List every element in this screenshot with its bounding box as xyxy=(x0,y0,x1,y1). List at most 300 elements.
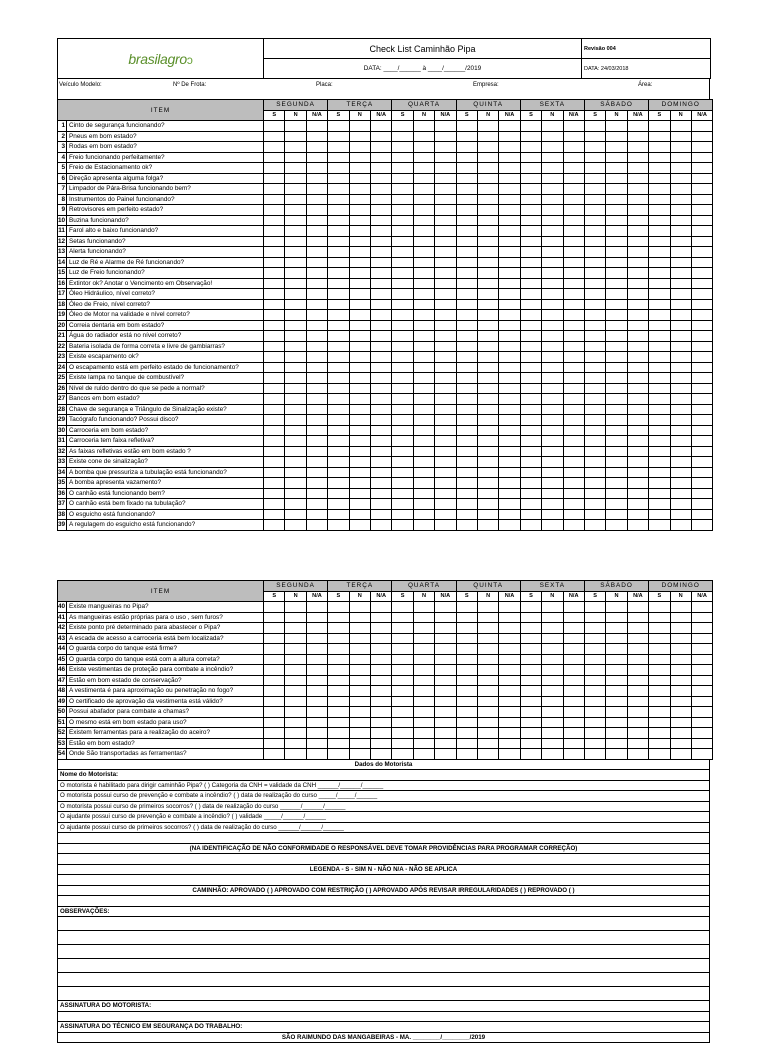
answer-cell[interactable] xyxy=(349,612,370,623)
answer-cell[interactable] xyxy=(606,488,627,499)
answer-cell[interactable] xyxy=(370,612,391,623)
answer-cell[interactable] xyxy=(691,612,712,623)
answer-cell[interactable] xyxy=(285,226,306,237)
answer-cell[interactable] xyxy=(606,173,627,184)
answer-cell[interactable] xyxy=(370,665,391,676)
answer-cell[interactable] xyxy=(649,499,670,510)
answer-cell[interactable] xyxy=(456,686,477,697)
answer-cell[interactable] xyxy=(563,121,584,132)
answer-cell[interactable] xyxy=(477,331,498,342)
answer-cell[interactable] xyxy=(370,299,391,310)
answer-cell[interactable] xyxy=(691,205,712,216)
answer-cell[interactable] xyxy=(520,633,541,644)
answer-cell[interactable] xyxy=(670,331,691,342)
answer-cell[interactable] xyxy=(435,289,456,300)
answer-cell[interactable] xyxy=(413,654,434,665)
answer-cell[interactable] xyxy=(349,352,370,363)
answer-cell[interactable] xyxy=(520,665,541,676)
answer-cell[interactable] xyxy=(477,738,498,749)
answer-cell[interactable] xyxy=(691,644,712,655)
answer-cell[interactable] xyxy=(670,362,691,373)
answer-cell[interactable] xyxy=(392,654,413,665)
answer-cell[interactable] xyxy=(606,749,627,760)
answer-cell[interactable] xyxy=(477,184,498,195)
answer-cell[interactable] xyxy=(413,383,434,394)
answer-cell[interactable] xyxy=(520,457,541,468)
answer-cell[interactable] xyxy=(649,728,670,739)
answer-cell[interactable] xyxy=(563,415,584,426)
answer-cell[interactable] xyxy=(627,509,648,520)
answer-cell[interactable] xyxy=(627,205,648,216)
answer-cell[interactable] xyxy=(499,488,520,499)
answer-cell[interactable] xyxy=(370,131,391,142)
answer-cell[interactable] xyxy=(584,717,605,728)
answer-cell[interactable] xyxy=(456,457,477,468)
answer-cell[interactable] xyxy=(328,612,349,623)
answer-cell[interactable] xyxy=(563,707,584,718)
answer-cell[interactable] xyxy=(649,205,670,216)
answer-cell[interactable] xyxy=(328,331,349,342)
answer-cell[interactable] xyxy=(349,696,370,707)
answer-cell[interactable] xyxy=(370,728,391,739)
answer-cell[interactable] xyxy=(627,331,648,342)
answer-cell[interactable] xyxy=(328,707,349,718)
answer-cell[interactable] xyxy=(456,289,477,300)
answer-cell[interactable] xyxy=(285,268,306,279)
answer-cell[interactable] xyxy=(520,509,541,520)
answer-cell[interactable] xyxy=(606,121,627,132)
answer-cell[interactable] xyxy=(606,341,627,352)
answer-cell[interactable] xyxy=(306,215,327,226)
answer-cell[interactable] xyxy=(264,467,285,478)
answer-cell[interactable] xyxy=(691,707,712,718)
answer-cell[interactable] xyxy=(627,436,648,447)
answer-cell[interactable] xyxy=(499,520,520,531)
answer-cell[interactable] xyxy=(264,520,285,531)
answer-cell[interactable] xyxy=(370,425,391,436)
answer-cell[interactable] xyxy=(542,707,563,718)
answer-cell[interactable] xyxy=(285,488,306,499)
answer-cell[interactable] xyxy=(413,257,434,268)
answer-cell[interactable] xyxy=(477,707,498,718)
answer-cell[interactable] xyxy=(328,654,349,665)
answer-cell[interactable] xyxy=(456,341,477,352)
answer-cell[interactable] xyxy=(306,184,327,195)
answer-cell[interactable] xyxy=(435,163,456,174)
answer-cell[interactable] xyxy=(627,121,648,132)
answer-cell[interactable] xyxy=(413,509,434,520)
answer-cell[interactable] xyxy=(328,205,349,216)
answer-cell[interactable] xyxy=(691,509,712,520)
driver-fire-course-question[interactable]: O motorista possui curso de prevenção e combate a incêndio? ( ) data de realização do curso _____/_____/______ xyxy=(57,791,710,802)
answer-cell[interactable] xyxy=(627,236,648,247)
answer-cell[interactable] xyxy=(691,467,712,478)
answer-cell[interactable] xyxy=(456,362,477,373)
answer-cell[interactable] xyxy=(606,654,627,665)
answer-cell[interactable] xyxy=(328,509,349,520)
answer-cell[interactable] xyxy=(627,446,648,457)
answer-cell[interactable] xyxy=(370,373,391,384)
answer-cell[interactable] xyxy=(584,633,605,644)
answer-cell[interactable] xyxy=(627,299,648,310)
answer-cell[interactable] xyxy=(456,352,477,363)
answer-cell[interactable] xyxy=(306,509,327,520)
answer-cell[interactable] xyxy=(584,320,605,331)
answer-cell[interactable] xyxy=(477,173,498,184)
answer-cell[interactable] xyxy=(691,654,712,665)
answer-cell[interactable] xyxy=(520,236,541,247)
answer-cell[interactable] xyxy=(413,236,434,247)
answer-cell[interactable] xyxy=(606,457,627,468)
answer-cell[interactable] xyxy=(627,717,648,728)
answer-cell[interactable] xyxy=(477,488,498,499)
truck-approval-status[interactable]: CAMINHÃO: APROVADO ( ) APROVADO COM RESTRIÇÃO ( ) APROVADO APÓS REVISAR IRREGULARIDADES ( ) REPROVADO ( ) xyxy=(57,886,710,897)
answer-cell[interactable] xyxy=(349,457,370,468)
answer-cell[interactable] xyxy=(542,331,563,342)
answer-cell[interactable] xyxy=(477,205,498,216)
answer-cell[interactable] xyxy=(670,509,691,520)
answer-cell[interactable] xyxy=(499,696,520,707)
answer-cell[interactable] xyxy=(563,488,584,499)
answer-cell[interactable] xyxy=(606,436,627,447)
answer-cell[interactable] xyxy=(499,236,520,247)
answer-cell[interactable] xyxy=(456,696,477,707)
answer-cell[interactable] xyxy=(328,633,349,644)
answer-cell[interactable] xyxy=(349,654,370,665)
answer-cell[interactable] xyxy=(520,247,541,258)
answer-cell[interactable] xyxy=(606,602,627,613)
answer-cell[interactable] xyxy=(285,665,306,676)
answer-cell[interactable] xyxy=(542,247,563,258)
answer-cell[interactable] xyxy=(584,467,605,478)
answer-cell[interactable] xyxy=(670,173,691,184)
answer-cell[interactable] xyxy=(542,446,563,457)
answer-cell[interactable] xyxy=(627,257,648,268)
answer-cell[interactable] xyxy=(606,163,627,174)
answer-cell[interactable] xyxy=(520,152,541,163)
answer-cell[interactable] xyxy=(606,383,627,394)
answer-cell[interactable] xyxy=(456,612,477,623)
helper-first-aid-question[interactable]: O ajudante possui curso de primeiros socorros? ( ) data de realização do curso ______/______/______ xyxy=(57,823,710,834)
answer-cell[interactable] xyxy=(670,142,691,153)
answer-cell[interactable] xyxy=(477,654,498,665)
answer-cell[interactable] xyxy=(392,509,413,520)
answer-cell[interactable] xyxy=(542,257,563,268)
answer-cell[interactable] xyxy=(413,226,434,237)
answer-cell[interactable] xyxy=(349,226,370,237)
answer-cell[interactable] xyxy=(328,686,349,697)
answer-cell[interactable] xyxy=(670,121,691,132)
answer-cell[interactable] xyxy=(584,215,605,226)
answer-cell[interactable] xyxy=(370,142,391,153)
answer-cell[interactable] xyxy=(413,499,434,510)
answer-cell[interactable] xyxy=(285,163,306,174)
answer-cell[interactable] xyxy=(435,194,456,205)
answer-cell[interactable] xyxy=(328,341,349,352)
answer-cell[interactable] xyxy=(413,478,434,489)
answer-cell[interactable] xyxy=(392,142,413,153)
answer-cell[interactable] xyxy=(499,633,520,644)
answer-cell[interactable] xyxy=(264,142,285,153)
answer-cell[interactable] xyxy=(606,394,627,405)
answer-cell[interactable] xyxy=(499,383,520,394)
answer-cell[interactable] xyxy=(563,205,584,216)
answer-cell[interactable] xyxy=(285,728,306,739)
answer-cell[interactable] xyxy=(392,226,413,237)
answer-cell[interactable] xyxy=(477,373,498,384)
answer-cell[interactable] xyxy=(649,436,670,447)
answer-cell[interactable] xyxy=(627,247,648,258)
answer-cell[interactable] xyxy=(370,675,391,686)
answer-cell[interactable] xyxy=(499,436,520,447)
answer-cell[interactable] xyxy=(499,612,520,623)
answer-cell[interactable] xyxy=(349,215,370,226)
answer-cell[interactable] xyxy=(392,425,413,436)
answer-cell[interactable] xyxy=(456,520,477,531)
answer-cell[interactable] xyxy=(456,415,477,426)
answer-cell[interactable] xyxy=(584,654,605,665)
answer-cell[interactable] xyxy=(392,696,413,707)
answer-cell[interactable] xyxy=(306,152,327,163)
answer-cell[interactable] xyxy=(370,278,391,289)
answer-cell[interactable] xyxy=(649,352,670,363)
answer-cell[interactable] xyxy=(456,320,477,331)
answer-cell[interactable] xyxy=(306,236,327,247)
answer-cell[interactable] xyxy=(370,633,391,644)
answer-cell[interactable] xyxy=(627,623,648,634)
answer-cell[interactable] xyxy=(477,728,498,739)
answer-cell[interactable] xyxy=(606,467,627,478)
answer-cell[interactable] xyxy=(563,131,584,142)
answer-cell[interactable] xyxy=(691,728,712,739)
answer-cell[interactable] xyxy=(520,341,541,352)
answer-cell[interactable] xyxy=(606,696,627,707)
answer-cell[interactable] xyxy=(370,436,391,447)
answer-cell[interactable] xyxy=(670,738,691,749)
answer-cell[interactable] xyxy=(670,686,691,697)
answer-cell[interactable] xyxy=(649,665,670,676)
answer-cell[interactable] xyxy=(670,194,691,205)
answer-cell[interactable] xyxy=(542,728,563,739)
answer-cell[interactable] xyxy=(392,257,413,268)
answer-cell[interactable] xyxy=(392,478,413,489)
answer-cell[interactable] xyxy=(370,404,391,415)
answer-cell[interactable] xyxy=(584,488,605,499)
answer-cell[interactable] xyxy=(606,278,627,289)
answer-cell[interactable] xyxy=(649,488,670,499)
answer-cell[interactable] xyxy=(477,215,498,226)
answer-cell[interactable] xyxy=(606,425,627,436)
answer-cell[interactable] xyxy=(499,184,520,195)
answer-cell[interactable] xyxy=(542,425,563,436)
answer-cell[interactable] xyxy=(285,236,306,247)
answer-cell[interactable] xyxy=(328,152,349,163)
answer-cell[interactable] xyxy=(477,299,498,310)
answer-cell[interactable] xyxy=(499,509,520,520)
answer-cell[interactable] xyxy=(670,236,691,247)
answer-cell[interactable] xyxy=(670,478,691,489)
answer-cell[interactable] xyxy=(413,173,434,184)
answer-cell[interactable] xyxy=(649,163,670,174)
answer-cell[interactable] xyxy=(328,142,349,153)
answer-cell[interactable] xyxy=(627,457,648,468)
answer-cell[interactable] xyxy=(349,268,370,279)
answer-cell[interactable] xyxy=(606,738,627,749)
answer-cell[interactable] xyxy=(392,749,413,760)
answer-cell[interactable] xyxy=(649,644,670,655)
answer-cell[interactable] xyxy=(306,738,327,749)
answer-cell[interactable] xyxy=(456,488,477,499)
answer-cell[interactable] xyxy=(477,320,498,331)
answer-cell[interactable] xyxy=(691,457,712,468)
answer-cell[interactable] xyxy=(456,633,477,644)
answer-cell[interactable] xyxy=(456,499,477,510)
answer-cell[interactable] xyxy=(563,268,584,279)
answer-cell[interactable] xyxy=(542,602,563,613)
answer-cell[interactable] xyxy=(499,362,520,373)
answer-cell[interactable] xyxy=(627,415,648,426)
answer-cell[interactable] xyxy=(413,331,434,342)
answer-cell[interactable] xyxy=(264,478,285,489)
answer-cell[interactable] xyxy=(584,404,605,415)
answer-cell[interactable] xyxy=(606,352,627,363)
answer-cell[interactable] xyxy=(435,373,456,384)
answer-cell[interactable] xyxy=(285,247,306,258)
answer-cell[interactable] xyxy=(670,268,691,279)
answer-cell[interactable] xyxy=(499,331,520,342)
answer-cell[interactable] xyxy=(584,331,605,342)
answer-cell[interactable] xyxy=(670,163,691,174)
answer-cell[interactable] xyxy=(499,163,520,174)
answer-cell[interactable] xyxy=(264,394,285,405)
answer-cell[interactable] xyxy=(477,457,498,468)
answer-cell[interactable] xyxy=(563,226,584,237)
answer-cell[interactable] xyxy=(563,310,584,321)
answer-cell[interactable] xyxy=(584,415,605,426)
answer-cell[interactable] xyxy=(520,728,541,739)
answer-cell[interactable] xyxy=(627,728,648,739)
answer-cell[interactable] xyxy=(627,696,648,707)
answer-cell[interactable] xyxy=(370,289,391,300)
answer-cell[interactable] xyxy=(584,121,605,132)
answer-cell[interactable] xyxy=(691,415,712,426)
answer-cell[interactable] xyxy=(649,173,670,184)
answer-cell[interactable] xyxy=(477,142,498,153)
answer-cell[interactable] xyxy=(306,394,327,405)
answer-cell[interactable] xyxy=(349,131,370,142)
answer-cell[interactable] xyxy=(649,675,670,686)
answer-cell[interactable] xyxy=(264,665,285,676)
answer-cell[interactable] xyxy=(306,520,327,531)
answer-cell[interactable] xyxy=(306,499,327,510)
answer-cell[interactable] xyxy=(349,446,370,457)
answer-cell[interactable] xyxy=(456,163,477,174)
answer-cell[interactable] xyxy=(649,633,670,644)
answer-cell[interactable] xyxy=(264,717,285,728)
answer-cell[interactable] xyxy=(306,362,327,373)
answer-cell[interactable] xyxy=(584,623,605,634)
answer-cell[interactable] xyxy=(584,299,605,310)
answer-cell[interactable] xyxy=(691,738,712,749)
answer-cell[interactable] xyxy=(649,404,670,415)
answer-cell[interactable] xyxy=(649,425,670,436)
answer-cell[interactable] xyxy=(264,352,285,363)
answer-cell[interactable] xyxy=(563,289,584,300)
answer-cell[interactable] xyxy=(477,499,498,510)
answer-cell[interactable] xyxy=(477,696,498,707)
answer-cell[interactable] xyxy=(563,142,584,153)
answer-cell[interactable] xyxy=(435,425,456,436)
answer-cell[interactable] xyxy=(306,623,327,634)
answer-cell[interactable] xyxy=(627,215,648,226)
answer-cell[interactable] xyxy=(691,686,712,697)
answer-cell[interactable] xyxy=(370,257,391,268)
answer-cell[interactable] xyxy=(606,686,627,697)
answer-cell[interactable] xyxy=(477,478,498,489)
answer-cell[interactable] xyxy=(435,362,456,373)
answer-cell[interactable] xyxy=(285,184,306,195)
answer-cell[interactable] xyxy=(627,394,648,405)
answer-cell[interactable] xyxy=(306,457,327,468)
answer-cell[interactable] xyxy=(413,131,434,142)
answer-cell[interactable] xyxy=(392,457,413,468)
answer-cell[interactable] xyxy=(499,415,520,426)
answer-cell[interactable] xyxy=(542,310,563,321)
answer-cell[interactable] xyxy=(542,131,563,142)
answer-cell[interactable] xyxy=(264,331,285,342)
answer-cell[interactable] xyxy=(370,520,391,531)
answer-cell[interactable] xyxy=(264,425,285,436)
plate-field[interactable]: Placa: xyxy=(316,82,333,88)
answer-cell[interactable] xyxy=(627,602,648,613)
observation-line[interactable] xyxy=(57,987,710,1001)
answer-cell[interactable] xyxy=(456,184,477,195)
answer-cell[interactable] xyxy=(349,415,370,426)
answer-cell[interactable] xyxy=(285,686,306,697)
answer-cell[interactable] xyxy=(563,478,584,489)
answer-cell[interactable] xyxy=(328,488,349,499)
answer-cell[interactable] xyxy=(563,738,584,749)
answer-cell[interactable] xyxy=(349,173,370,184)
answer-cell[interactable] xyxy=(435,665,456,676)
answer-cell[interactable] xyxy=(435,299,456,310)
answer-cell[interactable] xyxy=(627,738,648,749)
answer-cell[interactable] xyxy=(370,602,391,613)
answer-cell[interactable] xyxy=(328,404,349,415)
answer-cell[interactable] xyxy=(649,446,670,457)
answer-cell[interactable] xyxy=(328,215,349,226)
answer-cell[interactable] xyxy=(670,499,691,510)
answer-cell[interactable] xyxy=(691,520,712,531)
answer-cell[interactable] xyxy=(670,612,691,623)
answer-cell[interactable] xyxy=(456,173,477,184)
answer-cell[interactable] xyxy=(584,707,605,718)
answer-cell[interactable] xyxy=(691,362,712,373)
answer-cell[interactable] xyxy=(627,383,648,394)
answer-cell[interactable] xyxy=(349,425,370,436)
answer-cell[interactable] xyxy=(435,236,456,247)
answer-cell[interactable] xyxy=(264,268,285,279)
answer-cell[interactable] xyxy=(520,362,541,373)
answer-cell[interactable] xyxy=(370,415,391,426)
answer-cell[interactable] xyxy=(563,236,584,247)
answer-cell[interactable] xyxy=(520,738,541,749)
answer-cell[interactable] xyxy=(563,152,584,163)
answer-cell[interactable] xyxy=(370,226,391,237)
answer-cell[interactable] xyxy=(606,268,627,279)
answer-cell[interactable] xyxy=(285,394,306,405)
answer-cell[interactable] xyxy=(584,520,605,531)
